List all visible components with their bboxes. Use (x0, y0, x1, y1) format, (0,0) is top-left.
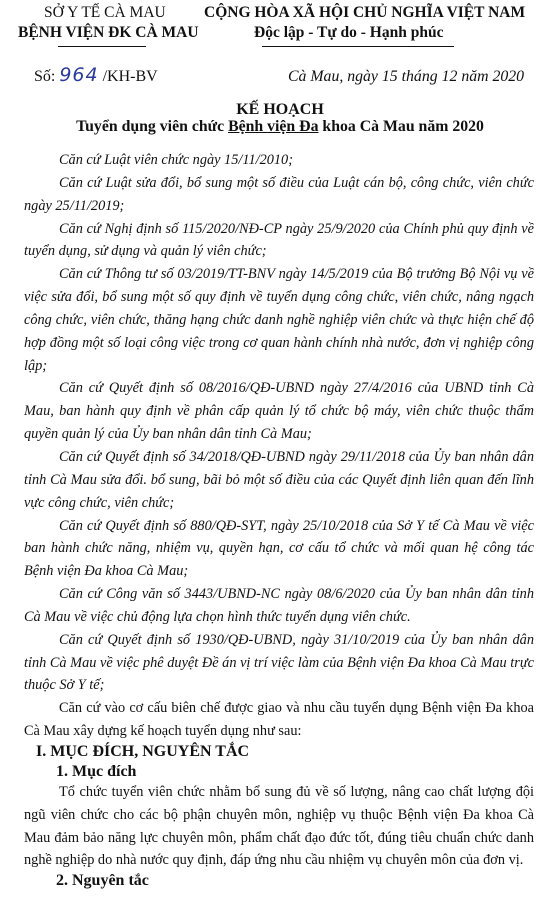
legal-basis-4: Căn cứ Thông tư số 03/2019/TT-BNV ngày 14/5/2019 của Bộ trưởng Bộ Nội vụ về việc sửa đổi, bổ sung một số quy định về tuyển dụng công chức, viên chức, nâng ngạch công chức, viên chức, thăng hạng chức danh nghề nghiệp viên chức và thực hiện chế độ hợp đồng một số loại công việc trong cơ quan hành chính nhà nước, đơn vị nghiệp công lập; (24, 266, 534, 374)
section-heading-1: I. MỤC ĐÍCH, NGUYÊN TẮC (36, 742, 250, 760)
legal-basis-6: Căn cứ Quyết định số 34/2018/QĐ-UBND ngày 29/11/2018 của Ủy ban nhân dân tỉnh Cà Mau sửa đổi. bổ sung, bãi bỏ một số điều của các Quyết định liên quan đến lĩnh vực công chức, viên chức; (24, 448, 534, 511)
national-motto: Độc lập - Tự do - Hạnh phúc (254, 24, 444, 41)
document-subtitle: Tuyển dụng viên chức Bệnh viện Đa khoa Cà Mau năm 2020 (76, 118, 484, 135)
agency-name: SỞ Y TẾ CÀ MAU (44, 4, 166, 21)
legal-basis-2: Căn cứ Luật sửa đổi, bổ sung một số điều của Luật cán bộ, công chức, viên chức ngày 25/11/2019; (24, 174, 534, 214)
doc-number (34, 64, 158, 86)
legal-basis-8: Căn cứ Công văn số 3443/UBND-NC ngày 08/6/2020 của Ủy ban nhân dân tỉnh Cà Mau về việc chủ động lựa chọn hình thức tuyển dụng viên chức. (24, 586, 534, 625)
subsection-heading-1: 1. Mục đích (56, 762, 137, 780)
intro-paragraph: Căn cứ vào cơ cấu biên chế được giao và nhu cầu tuyển dụng Bệnh viện Đa khoa Cà Mau xây dựng kế hoạch tuyển dụng như sau: (24, 700, 534, 740)
doc-number-suffix: /KH-BV (102, 68, 158, 85)
doc-number-value: 964 (59, 64, 99, 86)
national-title: CỘNG HÒA XÃ HỘI CHỦ NGHĨA VIỆT NAM (204, 4, 526, 21)
doc-number-label: Số: (34, 68, 56, 85)
document-title: KẾ HOẠCH (236, 101, 324, 118)
purpose-paragraph: Tổ chức tuyển viên chức nhằm bổ sung đủ về số lượng, nâng cao chất lượng đội ngũ viên chức cho các bộ phận chuyên môn, nghiệp vụ thuộc Bệnh viện Đa khoa Cà Mau đảm bảo năng lực chuyên môn, phẩm chất đạo đức tốt, đúng tiêu chuẩn chức danh nghề nghiệp do nhà nước quy định, đáp ứng nhu cầu nhiệm vụ chuyên môn của đơn vị. (24, 783, 534, 869)
legal-basis-3: Căn cứ Nghị định số 115/2020/NĐ-CP ngày 25/9/2020 của Chính phủ quy định về tuyển dụng, sử dụng và quản lý viên chức; (24, 220, 534, 260)
legal-basis-1: Căn cứ Luật viên chức ngày 15/11/2010; (59, 152, 293, 168)
legal-basis-5: Căn cứ Quyết định số 08/2016/QĐ-UBND ngày 27/4/2016 của UBND tỉnh Cà Mau, ban hành quy định về phân cấp quản lý tổ chức bộ máy, viên chức thuộc thẩm quyền quản lý của Ủy ban nhân dân tỉnh Cà Mau; (24, 380, 534, 443)
hospital-name: BỆNH VIỆN ĐK CÀ MAU (18, 24, 199, 41)
legal-basis-7: Căn cứ Quyết định số 880/QĐ-SYT, ngày 25/10/2018 của Sở Y tế Cà Mau về việc ban hành chức năng, nhiệm vụ, quyền hạn, cơ cấu tổ chức và mối quan hệ công tác Bệnh viện Đa khoa Cà Mau; (24, 517, 534, 580)
hospital-underline (58, 46, 146, 47)
subsection-heading-2: 2. Nguyên tắc (56, 872, 149, 890)
legal-basis-9: Căn cứ Quyết định số 1930/QĐ-UBND, ngày 31/10/2019 của Ủy ban nhân dân tỉnh Cà Mau về việc phê duyệt Đề án vị trí việc làm của Bệnh viện Đa khoa Cà Mau trực thuộc Sở Y tế; (24, 631, 534, 694)
motto-underline (262, 46, 454, 47)
place-date: Cà Mau, ngày 15 tháng 12 năm 2020 (288, 68, 525, 85)
